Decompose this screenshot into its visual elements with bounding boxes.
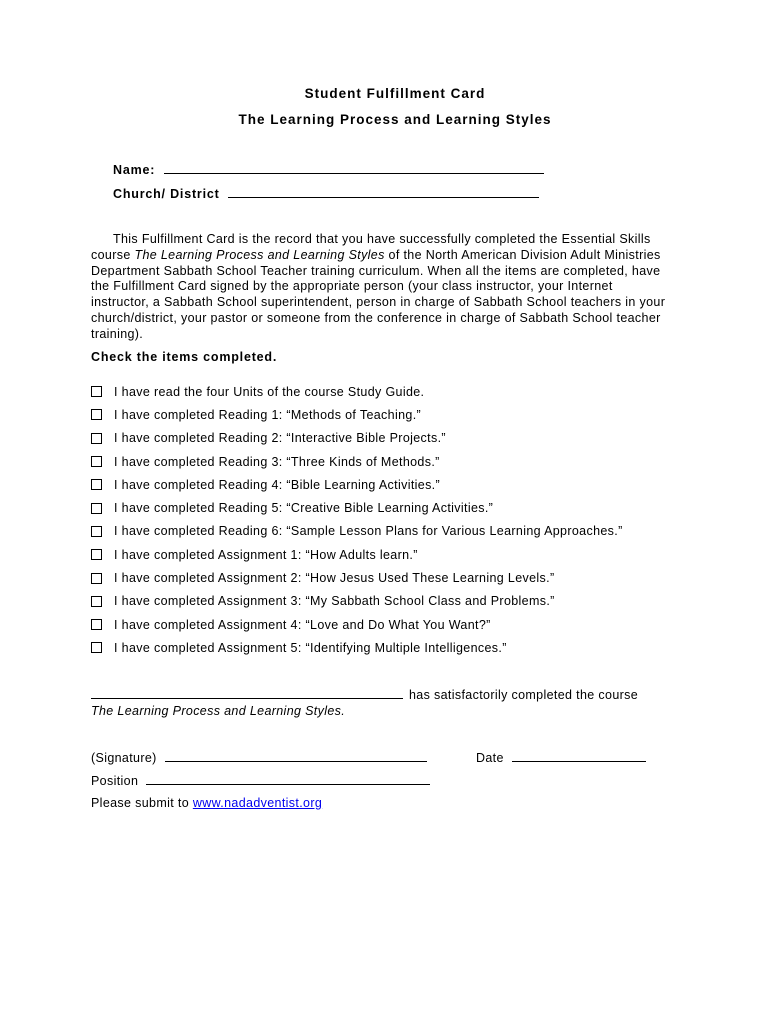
checklist-item[interactable] — [91, 636, 623, 659]
checklist-item-label: I have completed Assignment 2: “How Jesus Used These Learning Levels.” — [114, 571, 555, 586]
name-field[interactable] — [113, 161, 544, 177]
intro-course-title: The Learning Process and Learning Styles — [134, 247, 385, 262]
checkbox[interactable] — [91, 479, 102, 490]
church-district-field[interactable] — [113, 185, 539, 201]
date-label: Date — [476, 751, 504, 765]
name-label: Name: — [113, 163, 156, 177]
signature-label: (Signature) — [91, 751, 157, 765]
checklist-item[interactable] — [91, 566, 623, 589]
checkbox[interactable] — [91, 549, 102, 560]
checklist-item[interactable] — [91, 520, 623, 543]
checklist-item[interactable] — [91, 473, 623, 496]
checkbox[interactable] — [91, 619, 102, 630]
signature-field[interactable] — [91, 749, 427, 765]
checklist-item[interactable] — [91, 450, 623, 473]
checkbox[interactable] — [91, 409, 102, 420]
checkbox[interactable] — [91, 526, 102, 537]
checklist-item[interactable] — [91, 543, 623, 566]
student-name-blank-line[interactable] — [91, 686, 403, 699]
checklist-item-label: I have completed Reading 3: “Three Kinds of Methods.” — [114, 454, 440, 469]
checklist-item-label: I have read the four Units of the course Study Guide. — [114, 384, 425, 399]
checkbox[interactable] — [91, 642, 102, 653]
checklist-item-label: I have completed Assignment 3: “My Sabbath School Class and Problems.” — [114, 594, 555, 609]
name-blank-line[interactable] — [164, 161, 544, 174]
course-title: The Learning Process and Learning Styles — [238, 112, 552, 127]
submit-instructions — [91, 796, 322, 810]
submit-link[interactable]: www.nadadventist.org — [192, 796, 323, 810]
checklist-item-label: I have completed Assignment 1: “How Adults learn.” — [114, 547, 418, 562]
checklist-item-label: I have completed Reading 2: “Interactive Bible Projects.” — [114, 431, 446, 446]
signature-blank-line[interactable] — [165, 749, 427, 762]
submit-text: Please submit to — [91, 796, 190, 810]
checklist-heading: Check the items completed. — [91, 350, 278, 364]
checklist-item[interactable] — [91, 590, 623, 613]
position-field[interactable] — [91, 772, 430, 788]
church-district-label: Church/ District — [113, 187, 220, 201]
intro-text-start: This Fulfillment Card is the record that you have successfully completed the Essential Skills course — [91, 232, 651, 262]
checklist-item[interactable] — [91, 427, 623, 450]
checkbox[interactable] — [91, 503, 102, 514]
position-blank-line[interactable] — [146, 772, 430, 785]
checkbox[interactable] — [91, 456, 102, 467]
intro-paragraph — [91, 232, 673, 343]
checklist-item-label: I have completed Reading 4: “Bible Learning Activities.” — [114, 477, 441, 492]
completion-course-title: The Learning Process and Learning Styles. — [91, 703, 346, 718]
card-title: Student Fulfillment Card — [304, 86, 486, 101]
checklist-item[interactable] — [91, 496, 623, 519]
checklist-item-label: I have completed Reading 5: “Creative Bible Learning Activities.” — [114, 501, 494, 516]
checklist-item[interactable] — [91, 403, 623, 426]
checkbox[interactable] — [91, 433, 102, 444]
completion-statement — [91, 686, 638, 720]
checklist-item-label: I have completed Reading 1: “Methods of Teaching.” — [114, 407, 422, 422]
church-district-blank-line[interactable] — [228, 185, 539, 198]
checkbox[interactable] — [91, 596, 102, 607]
checklist-item-label: I have completed Assignment 4: “Love and Do What You Want?” — [114, 617, 491, 632]
completion-text: has satisfactorily completed the course — [409, 688, 639, 702]
checklist-item-label: I have completed Assignment 5: “Identifying Multiple Intelligences.” — [114, 640, 507, 655]
checklist-item[interactable] — [91, 380, 623, 403]
checkbox[interactable] — [91, 573, 102, 584]
checklist — [91, 380, 623, 660]
checklist-item[interactable] — [91, 613, 623, 636]
date-field[interactable] — [476, 749, 646, 765]
checklist-item-label: I have completed Reading 6: “Sample Lesson Plans for Various Learning Approaches.” — [114, 524, 623, 539]
date-blank-line[interactable] — [512, 749, 646, 762]
checkbox[interactable] — [91, 386, 102, 397]
position-label: Position — [91, 774, 139, 788]
intro-text-end: of the North American Division Adult Ministries Department Sabbath School Teacher training curriculum. When all the items are completed, have the Fulfillment Card signed by the appropriate person (your class instructor, your Internet instructor, a Sabbath School superintendent, person in charge of Sabbath School teachers in your church/district, your pastor or someone from the conference in charge of Sabbath School teacher training). — [91, 247, 666, 341]
